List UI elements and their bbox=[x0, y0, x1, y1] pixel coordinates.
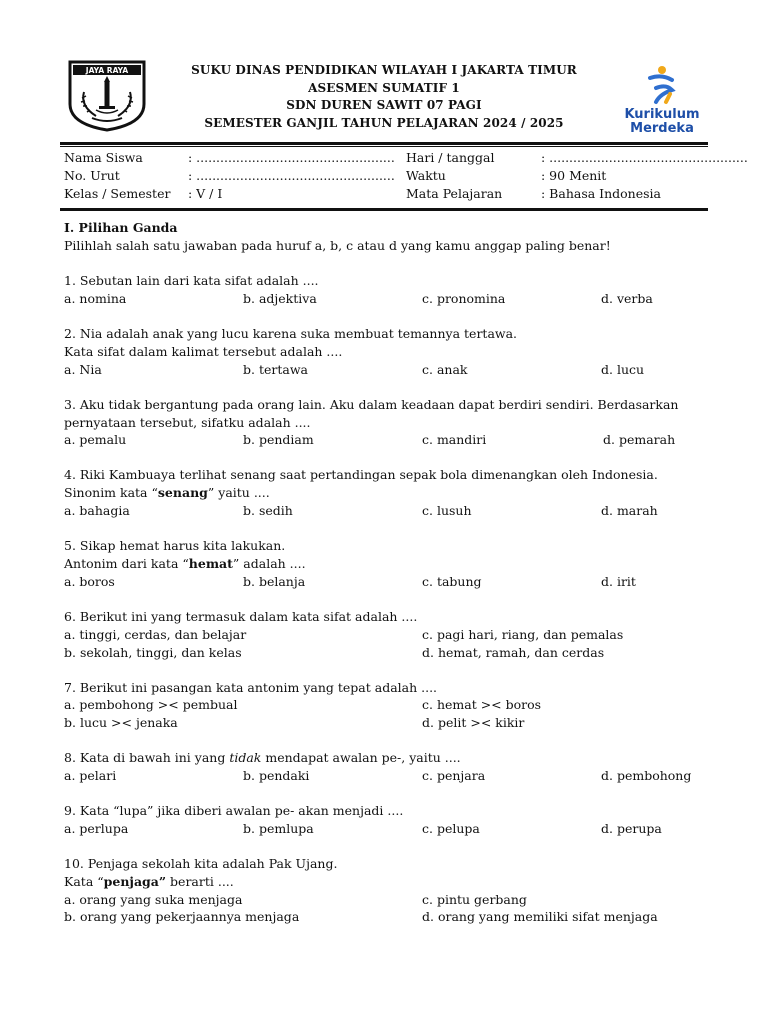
info-rule bbox=[60, 208, 708, 211]
q4-option-c[interactable]: c. lusuh bbox=[422, 503, 472, 518]
q4-text-pre: Sinonim kata “ bbox=[64, 485, 158, 500]
q9-option-d[interactable]: d. perupa bbox=[601, 821, 662, 836]
question-7-text: 7. Berikut ini pasangan kata antonim yang tepat adalah .... bbox=[64, 680, 438, 695]
q5-text-post: ” adalah .... bbox=[232, 556, 306, 571]
q7-option-c[interactable]: c. hemat >< boros bbox=[422, 697, 542, 712]
urut-field[interactable]: : .................................................. bbox=[188, 168, 395, 183]
q8-emphasis: tidak bbox=[229, 750, 262, 765]
q9-option-c[interactable]: c. pelupa bbox=[422, 821, 480, 836]
q4-option-b[interactable]: b. sedih bbox=[243, 503, 293, 518]
question-8-text bbox=[64, 750, 461, 765]
question-4-text-2 bbox=[64, 485, 270, 500]
q7-option-b[interactable]: b. lucu >< jenaka bbox=[64, 715, 178, 730]
q6-option-a[interactable]: a. tinggi, cerdas, dan belajar bbox=[64, 627, 247, 642]
question-9-text: 9. Kata “lupa” jika diberi awalan pe- akan menjadi .... bbox=[64, 803, 404, 818]
q8-text-post: mendapat awalan pe-, yaitu .... bbox=[261, 750, 461, 765]
q9-option-a[interactable]: a. perlupa bbox=[64, 821, 129, 836]
q10-option-d[interactable]: d. orang yang memiliki sifat menjaga bbox=[422, 909, 658, 924]
mapel-value: : Bahasa Indonesia bbox=[541, 186, 661, 201]
header-line4: SEMESTER GANJIL TAHUN PELAJARAN 2024 / 2025 bbox=[204, 116, 564, 130]
q4-keyword: senang bbox=[157, 485, 208, 500]
q5-text-pre: Antonim dari kata “ bbox=[64, 556, 189, 571]
q7-option-a[interactable]: a. pembohong >< pembual bbox=[64, 697, 238, 712]
q6-option-d[interactable]: d. hemat, ramah, dan cerdas bbox=[422, 645, 605, 660]
section-instruction: Pilihlah salah satu jawaban pada huruf a, b, c atau d yang kamu anggap paling benar! bbox=[64, 238, 611, 253]
waktu-value: : 90 Menit bbox=[541, 168, 607, 183]
q8-text-pre: 8. Kata di bawah ini yang bbox=[64, 750, 230, 765]
q3-option-b[interactable]: b. pendiam bbox=[243, 432, 314, 447]
header-line3: SDN DUREN SAWIT 07 PAGI bbox=[286, 98, 482, 112]
q8-option-a[interactable]: a. pelari bbox=[64, 768, 117, 783]
logo-left-text: JAYA RAYA bbox=[85, 66, 129, 75]
section-title: I. Pilihan Ganda bbox=[64, 220, 178, 235]
question-4-text: 4. Riki Kambuaya terlihat senang saat pertandingan sepak bola dimenangkan oleh Indonesia. bbox=[64, 467, 658, 482]
hari-label: Hari / tanggal bbox=[406, 150, 495, 165]
kelas-value: : V / I bbox=[188, 186, 223, 201]
q2-option-a[interactable]: a. Nia bbox=[64, 362, 102, 377]
q2-option-c[interactable]: c. anak bbox=[422, 362, 468, 377]
logo-right-line1: Kurikulum bbox=[624, 107, 700, 122]
q5-option-a[interactable]: a. boros bbox=[64, 574, 115, 589]
question-5-text-2 bbox=[64, 556, 306, 571]
question-2-text: 2. Nia adalah anak yang lucu karena suka membuat temannya tertawa. bbox=[64, 326, 518, 341]
q5-option-d[interactable]: d. irit bbox=[601, 574, 636, 589]
hari-field[interactable]: : .................................................. bbox=[541, 150, 748, 165]
q8-option-c[interactable]: c. penjara bbox=[422, 768, 486, 783]
q10-option-c[interactable]: c. pintu gerbang bbox=[422, 892, 527, 907]
q5-option-c[interactable]: c. tabung bbox=[422, 574, 482, 589]
q4-text-post: ” yaitu .... bbox=[207, 485, 270, 500]
question-6-text: 6. Berikut ini yang termasuk dalam kata sifat adalah .... bbox=[64, 609, 418, 624]
kurikulum-merdeka-logo bbox=[616, 64, 708, 134]
question-10-text: 10. Penjaga sekolah kita adalah Pak Ujang. bbox=[64, 856, 338, 871]
question-10-text-2 bbox=[64, 874, 234, 889]
mapel-label: Mata Pelajaran bbox=[406, 186, 503, 201]
question-2-text-2: Kata sifat dalam kalimat tersebut adalah .... bbox=[64, 344, 343, 359]
q10-option-b[interactable]: b. orang yang pekerjaannya menjaga bbox=[64, 909, 300, 924]
q5-option-b[interactable]: b. belanja bbox=[243, 574, 306, 589]
q3-option-c[interactable]: c. mandiri bbox=[422, 432, 487, 447]
question-3-text-2: pernyataan tersebut, sifatku adalah .... bbox=[64, 415, 311, 430]
q10-text-post: berarti .... bbox=[166, 874, 234, 889]
header-rule-thick bbox=[60, 142, 708, 145]
q1-option-b[interactable]: b. adjektiva bbox=[243, 291, 317, 306]
q6-option-c[interactable]: c. pagi hari, riang, dan pemalas bbox=[422, 627, 624, 642]
q10-text-pre: Kata “ bbox=[64, 874, 104, 889]
q6-option-b[interactable]: b. sekolah, tinggi, dan kelas bbox=[64, 645, 242, 660]
urut-label: No. Urut bbox=[64, 168, 120, 183]
q2-option-b[interactable]: b. tertawa bbox=[243, 362, 308, 377]
waktu-label: Waktu bbox=[406, 168, 446, 183]
q4-option-d[interactable]: d. marah bbox=[601, 503, 658, 518]
q2-option-d[interactable]: d. lucu bbox=[601, 362, 645, 377]
nama-label: Nama Siswa bbox=[64, 150, 143, 165]
question-3-text: 3. Aku tidak bergantung pada orang lain. Aku dalam keadaan dapat berdiri sendiri. Berdasarkan bbox=[64, 397, 679, 412]
q5-keyword: hemat bbox=[188, 556, 233, 571]
question-1-text: 1. Sebutan lain dari kata sifat adalah .... bbox=[64, 273, 319, 288]
logo-right-line2: Merdeka bbox=[630, 121, 694, 134]
q1-option-d[interactable]: d. verba bbox=[601, 291, 653, 306]
header-line2: ASESMEN SUMATIF 1 bbox=[308, 81, 460, 95]
q8-option-d[interactable]: d. pembohong bbox=[601, 768, 692, 783]
header-line1: SUKU DINAS PENDIDIKAN WILAYAH I JAKARTA TIMUR bbox=[191, 63, 577, 77]
q8-option-b[interactable]: b. pendaki bbox=[243, 768, 310, 783]
q3-option-d[interactable]: d. pemarah bbox=[603, 432, 676, 447]
header-rule-thin bbox=[60, 146, 708, 147]
q10-keyword: penjaga” bbox=[103, 874, 167, 889]
q1-option-a[interactable]: a. nomina bbox=[64, 291, 127, 306]
question-5-text: 5. Sikap hemat harus kita lakukan. bbox=[64, 538, 286, 553]
kelas-label: Kelas / Semester bbox=[64, 186, 171, 201]
nama-field[interactable]: : .................................................. bbox=[188, 150, 395, 165]
q7-option-d[interactable]: d. pelit >< kikir bbox=[422, 715, 525, 730]
q3-option-a[interactable]: a. pemalu bbox=[64, 432, 127, 447]
q4-option-a[interactable]: a. bahagia bbox=[64, 503, 130, 518]
q9-option-b[interactable]: b. pemlupa bbox=[243, 821, 314, 836]
q10-option-a[interactable]: a. orang yang suka menjaga bbox=[64, 892, 243, 907]
q1-option-c[interactable]: c. pronomina bbox=[422, 291, 506, 306]
